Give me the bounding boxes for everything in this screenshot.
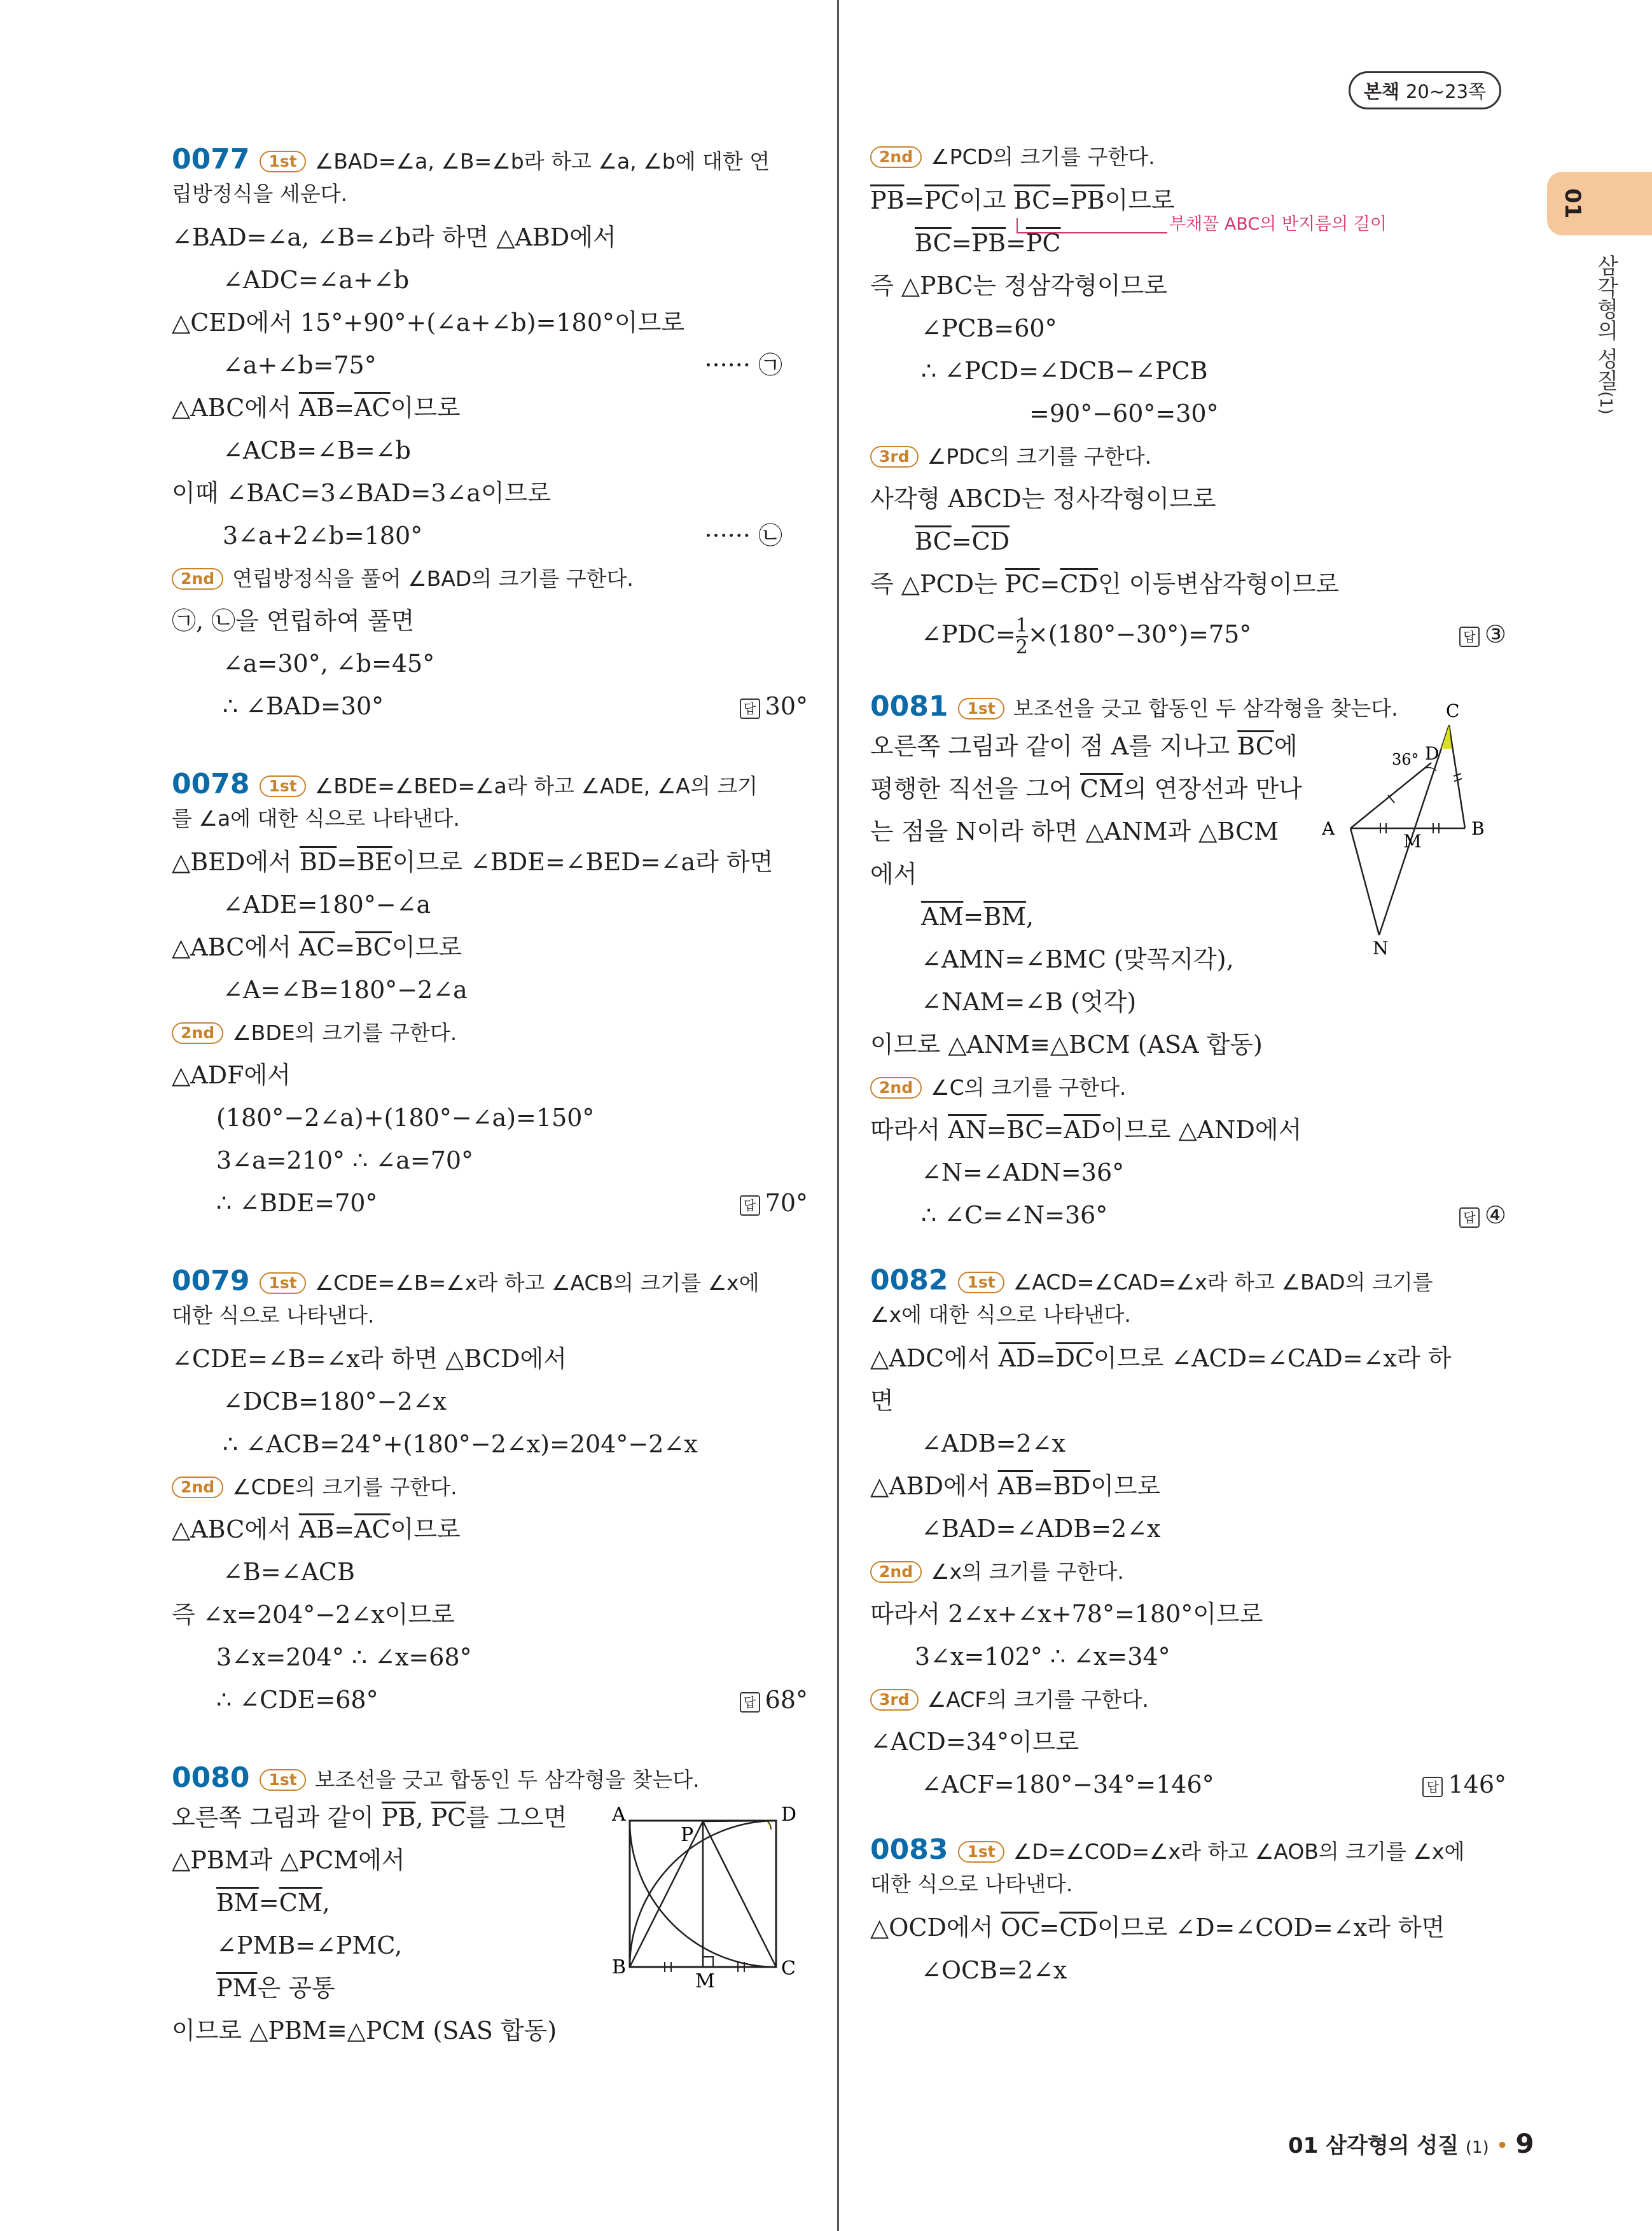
step-badge: 1st	[260, 1769, 305, 1791]
step-text: 보조선을 긋고 합동인 두 삼각형을 찾는다.	[314, 1767, 700, 1792]
problem-number: 0081	[870, 690, 948, 723]
answer-icon: 답	[740, 1195, 760, 1216]
solution-line: ∠AMN=∠BMC (맞꼭지각),	[921, 945, 1234, 973]
chapter-title	[1590, 254, 1621, 415]
solution-line: 따라서 2∠x+∠x+78°=180°이므로	[870, 1600, 1263, 1628]
solution-line: △ABD에서 $\overline{AB}=\overline{BD}$이므로	[870, 1472, 1161, 1500]
problem-number: 0077	[172, 143, 250, 176]
problem-0080-continued	[870, 141, 1506, 663]
solution-line: 이므로 △PBM≡△PCM (SAS 합동)	[172, 2017, 557, 2045]
segment: $\overline{PC}$	[924, 186, 959, 214]
segment: $\overline{CD}$	[1059, 1914, 1098, 1942]
solution-line: ∠BAD=∠ADB=2∠x	[921, 1515, 1161, 1543]
footer-sub: (1)	[1465, 2138, 1489, 2157]
problem-number: 0082	[870, 1264, 948, 1296]
answer	[740, 1182, 808, 1225]
solution-line: △ABC에서 $\overline{AB}=\overline{AC}$이므로	[172, 1515, 461, 1543]
square-figure	[611, 1802, 802, 1992]
step-badge: 1st	[958, 698, 1004, 719]
segment: $\overline{BC}$	[355, 933, 392, 961]
solution-line: ∴ ∠CDE=68° 답 68°	[172, 1679, 808, 1721]
problem-0077	[172, 141, 808, 728]
segment: $\overline{AB}$	[997, 1472, 1033, 1500]
label-c: C	[781, 1957, 796, 1980]
answer	[1459, 606, 1506, 663]
segment: $\overline{AD}$	[1064, 1116, 1101, 1144]
solution-line: ∴ ∠C=∠N=36° 답 ④	[870, 1194, 1506, 1237]
solution-line: 부채꼴 ABC의 반지름의 길이 $\overline{BC}=\overline{PB}=\overline{PC}$	[870, 222, 1506, 265]
label-n: N	[1373, 938, 1389, 956]
solution-line: ∴ ∠PCD=∠DCB−∠PCB	[921, 357, 1208, 385]
answer-value: 30°	[765, 692, 808, 720]
step-text: ∠ACD=∠CAD=∠x라 하고 ∠BAD의 크기를	[1013, 1270, 1433, 1295]
step-text: 보조선을 긋고 합동인 두 삼각형을 찾는다.	[1013, 696, 1398, 721]
badge-label: 본책	[1363, 80, 1399, 102]
answer-icon: 답	[740, 1692, 760, 1713]
solution-line: $\overline{BM}=\overline{CM}$,	[216, 1889, 330, 1917]
annotation-note: 부채꼴 ABC의 반지름의 길이	[1169, 214, 1387, 234]
answer-icon: 답	[740, 698, 760, 719]
equation: ∠a+∠b=75°	[223, 351, 377, 379]
segment: $\overline{AB}$	[298, 394, 335, 422]
solution-line: 3∠a=210° ∴ ∠a=70°	[216, 1146, 474, 1174]
chapter-title-sub: (1)	[1596, 391, 1615, 415]
segment: $\overline{BD}$	[299, 848, 337, 876]
step-text: 를 ∠a에 대한 식으로 나타낸다.	[172, 806, 460, 831]
solution-line: ∠a=30°, ∠b=45°	[223, 650, 435, 678]
answer-icon: 답	[1422, 1777, 1443, 1797]
segment: $\overline{BC}$	[915, 229, 952, 257]
solution-line: △PBM과 △PCM에서	[172, 1846, 405, 1874]
solution-line: 즉 ∠x=204°−2∠x이므로	[172, 1601, 455, 1629]
step-line	[870, 435, 1506, 478]
solution-line: △BED에서 $\overline{BD}=\overline{BE}$이므로 ∠BDE=∠BED=∠a라 하면	[172, 848, 774, 876]
step-badge: 1st	[958, 1841, 1004, 1863]
step-badge: 2nd	[870, 1077, 922, 1099]
solution-line: $\overline{AM}=\overline{BM}$,	[921, 903, 1034, 931]
solution-line: ∠PDC= $\frac{1}{2}$ ×(180°−30°)=75° 답 ③	[870, 606, 1506, 663]
segment: $\overline{CD}$	[1060, 570, 1098, 598]
column-divider	[837, 0, 839, 2231]
step-text: 연립방정식을 풀어 ∠BAD의 크기를 구한다.	[232, 566, 634, 591]
segment: $\overline{DC}$	[1055, 1344, 1094, 1372]
segment: $\overline{PB}$	[870, 186, 905, 214]
label-d: D	[1425, 743, 1440, 764]
answer	[740, 685, 808, 728]
step-badge: 2nd	[870, 1561, 922, 1583]
solution-line: ∠ACF=180°−34°=146° 답 146°	[870, 1763, 1506, 1806]
segment: $\overline{CM}$	[1079, 775, 1123, 803]
step-text: ∠PDC의 크기를 구한다.	[927, 444, 1152, 469]
label-a: A	[1322, 818, 1335, 839]
label-b: B	[1471, 818, 1485, 839]
segment: $\overline{BE}$	[357, 848, 392, 876]
step-badge: 3rd	[870, 1689, 919, 1711]
step-badge: 2nd	[172, 568, 223, 590]
solution-line: ∠ADB=2∠x	[921, 1429, 1065, 1457]
solution-line: ∠B=∠ACB	[223, 1558, 355, 1586]
label-m: M	[695, 1970, 715, 1992]
solution-line: $\overline{PB}=\overline{PC}$이고 $\overline{BC}=\overline{PB}$이므로	[870, 186, 1175, 214]
equation-marker: ······ ㉠	[704, 351, 782, 379]
solution-line: ㉠, ㉡을 연립하여 풀면	[172, 607, 415, 635]
problem-0081	[870, 688, 1506, 1237]
solution-line: △CED에서 15°+90°+(∠a+∠b)=180°이므로	[172, 309, 685, 337]
segment: $\overline{BM}$	[216, 1889, 259, 1917]
solution-line: =90°−60°=30°	[1029, 400, 1219, 427]
step-badge: 1st	[260, 1272, 305, 1294]
step-text: ∠C의 크기를 구한다.	[931, 1075, 1127, 1100]
solution-line: 따라서 $\overline{AN}=\overline{BC}=\overline{AD}$이므로 △AND에서	[870, 1116, 1302, 1144]
problem-0080	[172, 1760, 808, 2052]
label-c: C	[1446, 701, 1460, 721]
step-text: 립방정식을 세운다.	[172, 181, 348, 206]
solution-line: ∠PMB=∠PMC,	[216, 1931, 403, 1959]
step-line	[172, 1466, 808, 1508]
step-line	[870, 1678, 1506, 1721]
footer-dot: •	[1496, 2133, 1509, 2158]
solution-line: ∠A=∠B=180°−2∠a	[223, 976, 468, 1004]
solution-line	[172, 515, 808, 557]
segment: $\overline{BC}$	[1013, 186, 1051, 214]
step-text: ∠ACF의 크기를 구한다.	[927, 1687, 1149, 1712]
equation: 3∠a+2∠b=180°	[223, 522, 423, 550]
step-line	[870, 1550, 1506, 1593]
solution-line: ∴ ∠BDE=70° 답 70°	[172, 1182, 808, 1225]
step-badge: 3rd	[870, 446, 919, 468]
segment: $\overline{AM}$	[921, 903, 964, 931]
problem-number: 0078	[172, 768, 250, 800]
solution-line: 에서	[870, 860, 917, 888]
answer-value: 146°	[1448, 1770, 1506, 1798]
segment: $\overline{BC}$	[915, 527, 952, 555]
step-text: ∠BDE의 크기를 구한다.	[232, 1020, 457, 1045]
step-text: ∠D=∠COD=∠x라 하고 ∠AOB의 크기를 ∠x에	[1013, 1839, 1465, 1864]
solution-line: 즉 △PCD는 $\overline{PC}=\overline{CD}$인 이등변삼각형이므로	[870, 570, 1340, 598]
segment: $\overline{PC}$	[1004, 570, 1040, 598]
step-text: 대한 식으로 나타낸다.	[172, 1303, 375, 1328]
segment: $\overline{BC}$	[1006, 1116, 1044, 1144]
solution-line: $\overline{BC}=\overline{CD}$	[915, 527, 1010, 555]
step-text: ∠x에 대한 식으로 나타낸다.	[870, 1302, 1131, 1327]
segment: $\overline{PM}$	[216, 1974, 258, 2002]
step-badge: 1st	[260, 151, 305, 172]
solution-line: △OCD에서 $\overline{OC}=\overline{CD}$이므로 ∠D=∠COD=∠x라 하면	[870, 1914, 1445, 1942]
equation-marker: ······ ㉡	[704, 522, 782, 550]
step-line	[172, 1011, 808, 1054]
solution-line: (180°−2∠a)+(180°−∠a)=150°	[216, 1104, 595, 1132]
solution-line: ∠ADC=∠a+∠b	[223, 266, 410, 294]
step-line	[172, 557, 808, 600]
step-badge: 1st	[958, 1272, 1004, 1293]
left-column	[172, 141, 808, 2052]
solution-line: ∠OCB=2∠x	[921, 1956, 1067, 1984]
problem-number: 0083	[870, 1833, 948, 1866]
step-badge: 2nd	[172, 1477, 223, 1498]
solution-line: ∠PCB=60°	[921, 314, 1057, 342]
answer-value: ③	[1484, 620, 1506, 648]
segment: $\overline{PC}$	[1025, 229, 1061, 257]
solution-line: ∠CDE=∠B=∠x라 하면 △BCD에서	[172, 1345, 567, 1373]
problem-0082	[870, 1262, 1506, 1806]
label-m: M	[1403, 831, 1422, 852]
fraction: $\frac{1}{2}$	[1015, 614, 1028, 658]
segment: $\overline{AC}$	[354, 394, 391, 422]
step-text: ∠x의 크기를 구한다.	[931, 1559, 1124, 1584]
chapter-number: 01	[1560, 188, 1585, 219]
segment: $\overline{CD}$	[971, 527, 1010, 555]
segment: $\overline{AC}$	[354, 1515, 391, 1543]
answer-value: 70°	[765, 1189, 808, 1217]
solution-line: △ADF에서	[172, 1061, 291, 1089]
solution-line: ∠DCB=180°−2∠x	[223, 1387, 447, 1415]
solution-line: ∴ ∠BAD=30° 답 30°	[172, 685, 808, 728]
segment: $\overline{BD}$	[1053, 1472, 1091, 1500]
answer	[1422, 1763, 1506, 1806]
textbook-page-reference	[1349, 71, 1501, 109]
triangle-figure	[1322, 701, 1506, 956]
page-number: 9	[1515, 2128, 1534, 2159]
solution-line: ∠ACD=34°이므로	[870, 1728, 1079, 1756]
solution-line: 이때 ∠BAC=3∠BAD=3∠a이므로	[172, 479, 552, 507]
solution-line: 평행한 직선을 그어 $\overline{CM}$의 연장선과 만나	[870, 775, 1303, 803]
label-p: P	[681, 1824, 694, 1846]
step-text: ∠CDE의 크기를 구한다.	[232, 1475, 457, 1499]
solution-line: ∠BAD=∠a, ∠B=∠b라 하면 △ABD에서	[172, 223, 616, 251]
page-footer	[1288, 2128, 1534, 2159]
solution-line: 오른쪽 그림과 같이 $\overline{PB}$, $\overline{PC}$를 그으면	[172, 1804, 567, 1831]
solution-line: 면	[870, 1387, 894, 1415]
solution-line: 오른쪽 그림과 같이 점 A를 지나고 $\overline{BC}$에	[870, 732, 1298, 760]
angle-label: 36°	[1392, 751, 1419, 768]
step-badge: 2nd	[870, 146, 922, 168]
label-a: A	[612, 1804, 626, 1826]
segment: $\overline{BM}$	[983, 903, 1027, 931]
label-d: D	[781, 1804, 797, 1826]
solution-line: △ABC에서 $\overline{AC}=\overline{BC}$이므로	[172, 933, 462, 961]
step-text: ∠BAD=∠a, ∠B=∠b라 하고 ∠a, ∠b에 대한 연	[314, 149, 770, 174]
solution-line: 사각형 ABCD는 정사각형이므로	[870, 485, 1216, 513]
solution-line: ∠N=∠ADN=36°	[921, 1158, 1125, 1186]
problem-0078	[172, 766, 808, 1225]
segment: $\overline{AC}$	[298, 933, 335, 961]
step-line	[870, 1066, 1506, 1109]
segment: $\overline{PB}$	[971, 229, 1006, 257]
segment: $\overline{AN}$	[948, 1116, 987, 1144]
segment: $\overline{AB}$	[298, 1515, 335, 1543]
solution-line: ∴ ∠ACB=24°+(180°−2∠x)=204°−2∠x	[223, 1430, 698, 1458]
step-badge: 1st	[260, 775, 305, 797]
problem-number: 0079	[172, 1265, 250, 1297]
step-badge: 2nd	[172, 1022, 223, 1044]
solution-line	[172, 344, 808, 387]
answer-icon: 답	[1459, 627, 1480, 647]
badge-pages: 20~23쪽	[1405, 80, 1487, 102]
problem-0079	[172, 1263, 808, 1721]
label-b: B	[612, 1956, 627, 1978]
step-text: 대한 식으로 나타낸다.	[870, 1872, 1073, 1896]
segment: $\overline{PC}$	[431, 1804, 466, 1831]
segment: $\overline{OC}$	[1001, 1914, 1039, 1942]
segment: $\overline{BC}$	[1237, 732, 1274, 760]
solution-line: ∠ADE=180°−∠a	[223, 891, 431, 919]
solution-line: ∠ACB=∠B=∠b	[223, 436, 411, 464]
answer	[740, 1679, 808, 1721]
footer-chapter: 01 삼각형의 성질	[1288, 2133, 1459, 2158]
solution-line: 는 점을 N이라 하면 △ANM과 △BCM	[870, 817, 1279, 845]
solution-line: 3∠x=102° ∴ ∠x=34°	[915, 1643, 1170, 1671]
step-text: ∠CDE=∠B=∠x라 하고 ∠ACB의 크기를 ∠x에	[314, 1270, 760, 1295]
step-text: ∠BDE=∠BED=∠a라 하고 ∠ADE, ∠A의 크기	[314, 774, 758, 798]
solution-line: $\overline{PM}$은 공통	[216, 1974, 335, 2002]
step-text: ∠PCD의 크기를 구한다.	[931, 144, 1155, 169]
answer-icon: 답	[1459, 1207, 1480, 1228]
answer-value: 68°	[765, 1686, 808, 1714]
annotation-leader	[1017, 218, 1167, 233]
answer-value: ④	[1484, 1201, 1506, 1229]
solution-line: 이므로 △ANM≡△BCM (ASA 합동)	[870, 1031, 1263, 1059]
solution-line: ∠NAM=∠B (엇각)	[921, 988, 1137, 1016]
problem-number: 0080	[172, 1762, 250, 1794]
segment: $\overline{AD}$	[998, 1344, 1036, 1372]
answer	[1459, 1194, 1506, 1237]
right-column	[870, 141, 1506, 1992]
solution-line: △ADC에서 $\overline{AD}=\overline{DC}$이므로 ∠ACD=∠CAD=∠x라 하	[870, 1344, 1452, 1372]
solution-line: 3∠x=204° ∴ ∠x=68°	[216, 1643, 472, 1671]
chapter-title-text: 삼각형의 성질	[1593, 254, 1618, 391]
problem-0083	[870, 1831, 1506, 1992]
segment: $\overline{CM}$	[279, 1889, 323, 1917]
solution-line: 즉 △PBC는 정삼각형이므로	[870, 272, 1168, 300]
solution-line: △ABC에서 $\overline{AB}=\overline{AC}$이므로	[172, 394, 461, 422]
segment: $\overline{PB}$	[381, 1804, 416, 1831]
segment: $\overline{PB}$	[1071, 186, 1105, 214]
